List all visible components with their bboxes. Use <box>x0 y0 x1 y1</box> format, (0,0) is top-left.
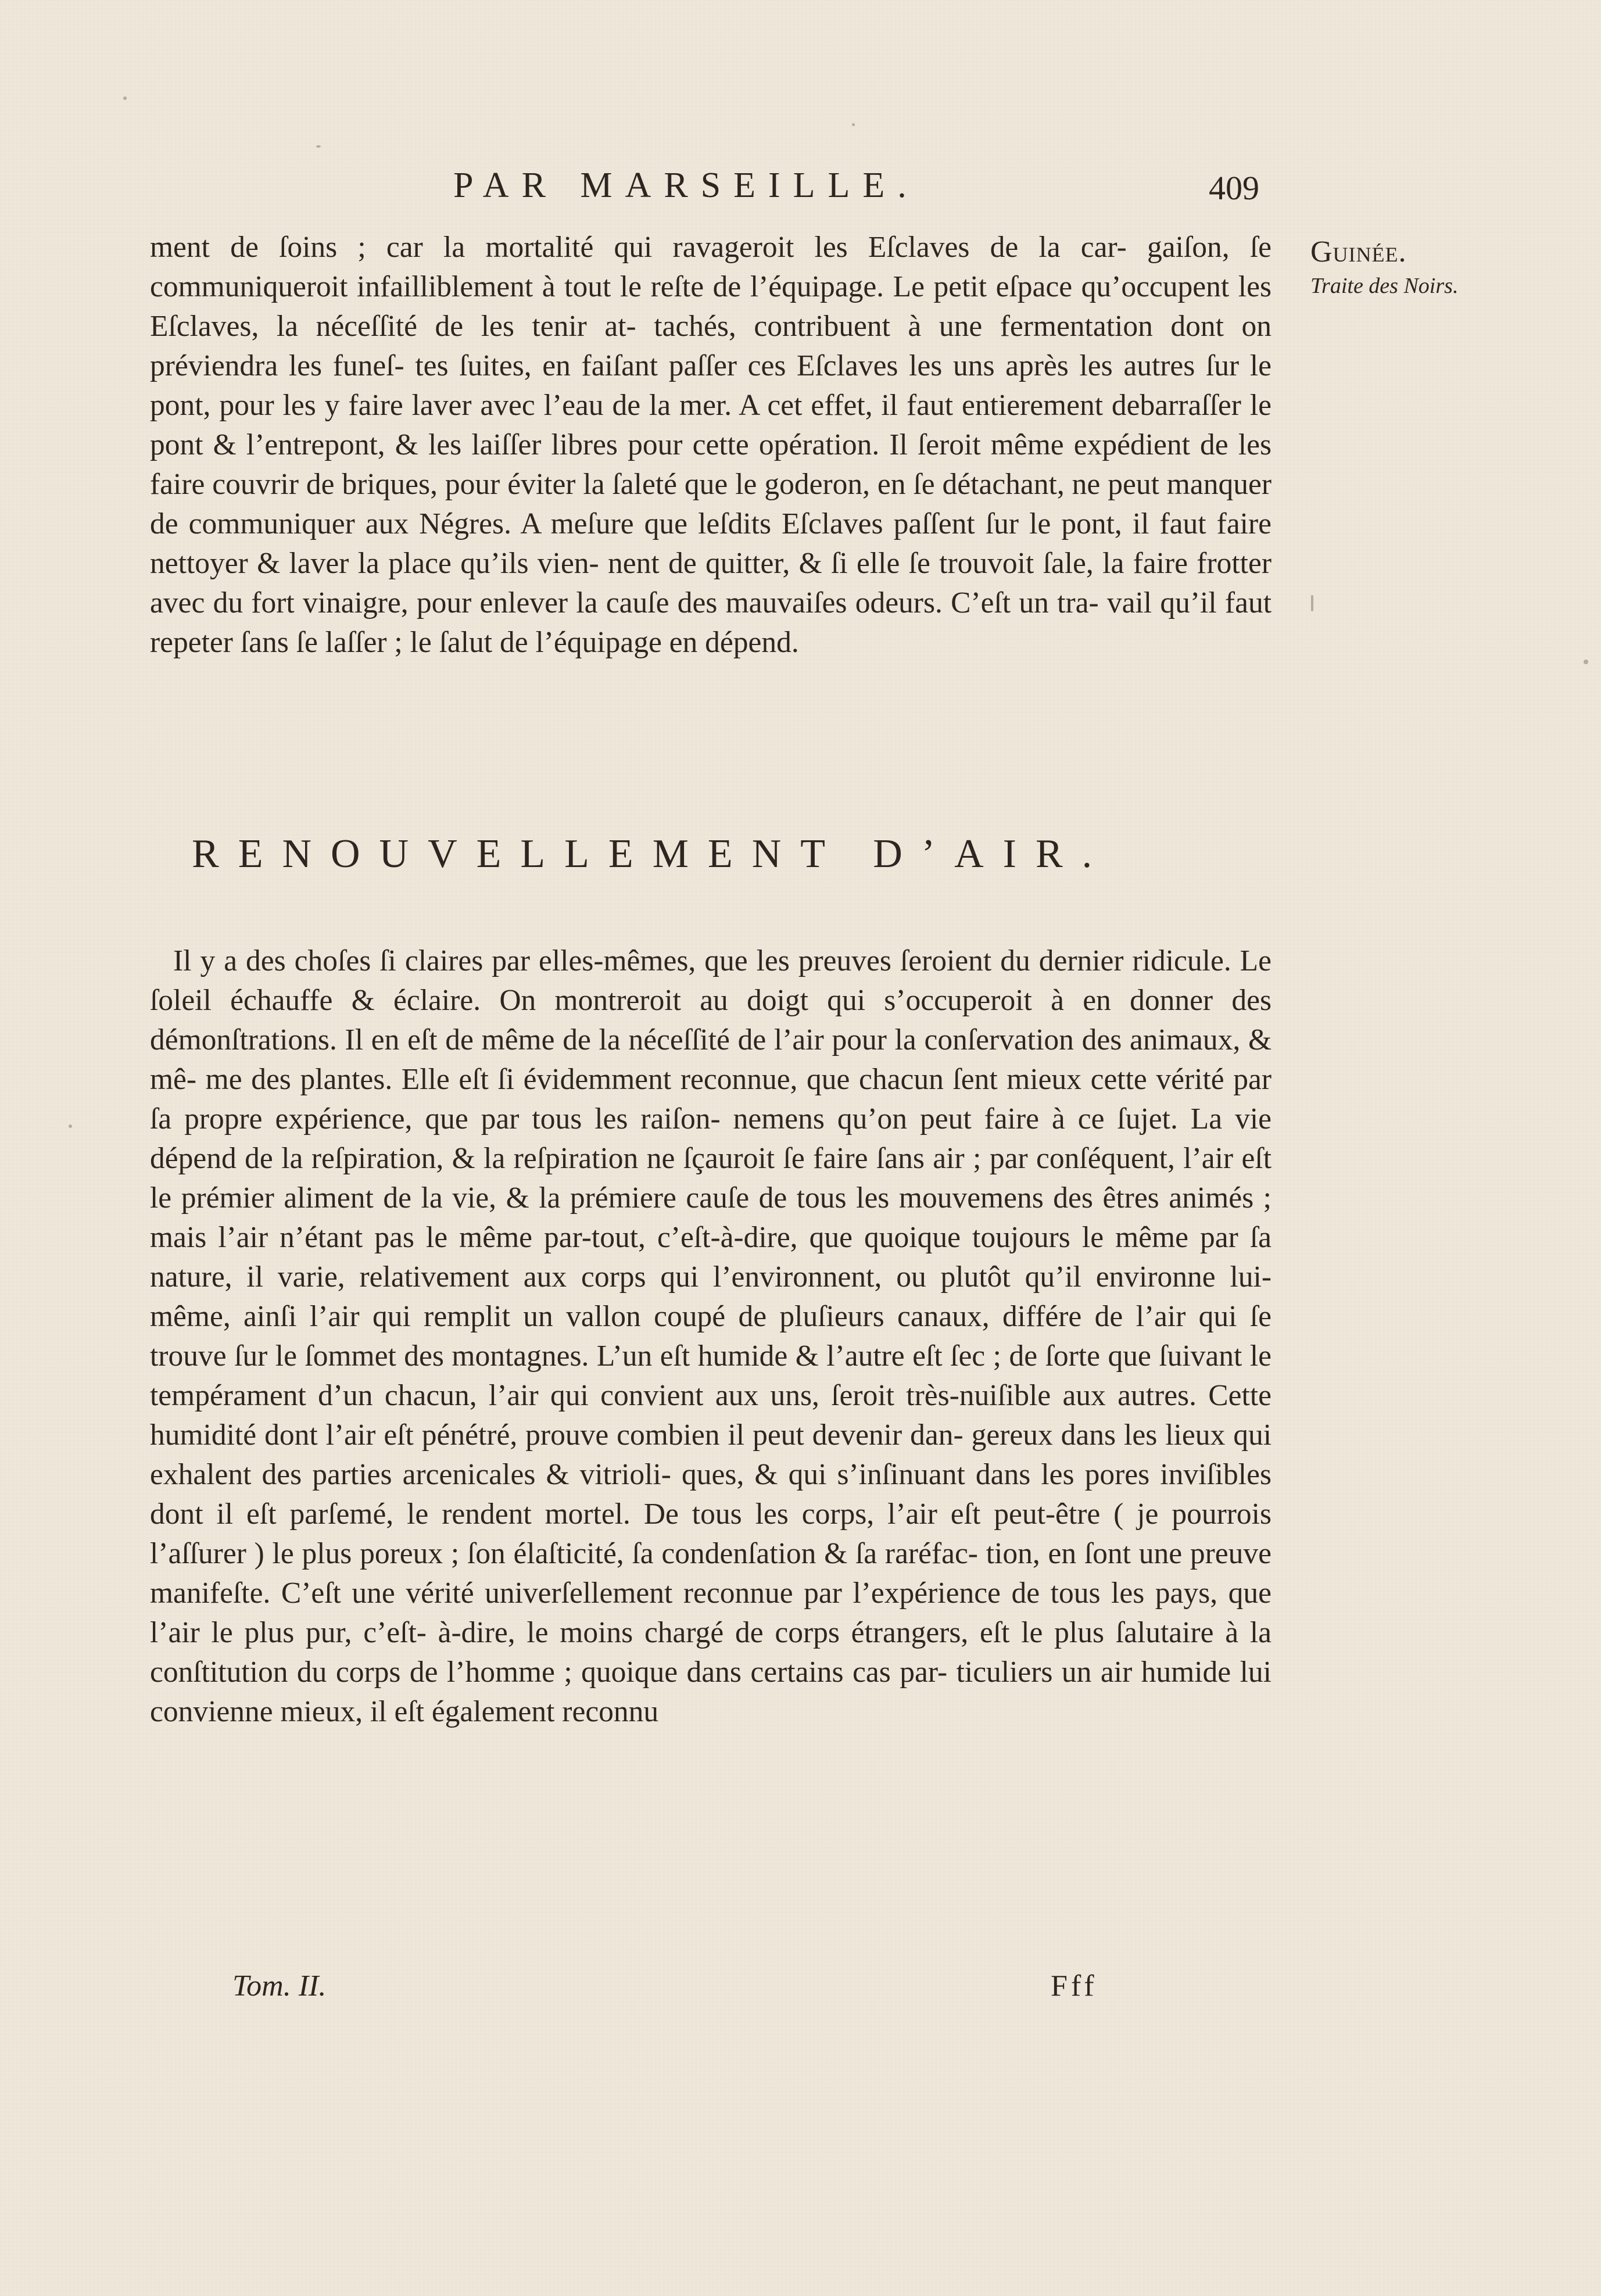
margin-note-topic: Traite des Noirs. <box>1310 274 1459 298</box>
paper-speck <box>69 1124 72 1128</box>
paragraph-slave-hygiene: ment de ſoins ; car la mortalité qui ravageroit les Eſclaves de la car- gaiſon, ſe communiqueroit infailliblement à tout le reſte de l’équipage. Le petit eſpace qu’occupent les Eſclaves, la néceſſité de les tenir at- tachés, contribuent à une fermentation dont on préviendra les funeſ- tes ſuites, en faiſant paſſer ces Eſclaves les uns après les autres ſur le pont, pour les y faire laver avec l’eau de la mer. A cet effet, il faut entierement debarraſſer le pont & l’entrepont, & les laiſſer libres pour cette opération. Il ſeroit même expédient de les faire couvrir de briques, pour éviter la ſaleté que le goderon, en ſe détachant, ne peut manquer de communiquer aux Négres. A meſure que leſdits Eſclaves paſſent ſur le pont, il faut faire nettoyer & laver la place qu’ils vien- nent de quitter, & ſi elle ſe trouvoit ſale, la faire frotter avec du fort vinaigre, pour enlever la cauſe des mauvaiſes odeurs. C’eſt un tra- vail qu’il faut repeter ſans ſe laſſer ; le ſalut de l’équipage en dépend. <box>150 231 1272 659</box>
page-number: 409 <box>1209 169 1259 207</box>
paper-speck <box>1584 660 1588 664</box>
printer-signature: Fff <box>1051 1969 1098 2003</box>
margin-note-region: Guinée. <box>1310 235 1407 268</box>
paper-speck <box>1311 595 1313 611</box>
paper-speck <box>123 96 127 100</box>
volume-label: Tom. II. <box>232 1969 327 2003</box>
paper-speck <box>852 123 855 126</box>
paragraph-air-renewal: Il y a des choſes ſi claires par elles-mêmes, que les preuves ſeroient du dernier ridicule. Le ſoleil échauffe & éclaire. On montreroit au doigt qui s’occuperoit à en donner des démonſtrations. Il en eſt de même de la néceſſité de l’air pour la conſervation des animaux, & mê- me des plantes. Elle eſt ſi évidemment reconnue, que chacun ſent mieux cette vérité par ſa propre expérience, que par tous les raiſon- nemens qu’on peut faire à ce ſujet. La vie dépend de la reſpiration, & la reſpiration ne ſçauroit ſe faire ſans air ; par conſéquent, l’air eſt le prémier aliment de la vie, & la prémiere cauſe de tous les mouvemens des êtres animés ; mais l’air n’étant pas le même par-tout, c’eſt-à-dire, que quoique toujours le même par ſa nature, il varie, relativement aux corps qui l’environnent, ou plutôt qu’il environne lui- même, ainſi l’air qui remplit un vallon coupé de pluſieurs canaux, différe de l’air qui ſe trouve ſur le ſommet des montagnes. L’un eſt humide & l’autre eſt ſec ; de ſorte que ſuivant le tempérament d’un chacun, l’air qui convient aux uns, ſeroit très-nuiſible aux autres. Cette humidité dont l’air eſt pénétré, prouve combien il peut devenir dan- gereux dans les lieux qui exhalent des parties arcenicales & vitrioli- ques, & qui s’inſinuant dans les pores inviſibles dont il eſt parſemé, le rendent mortel. De tous les corps, l’air eſt peut-être ( je pourrois l’aſſurer ) le plus poreux ; ſon élaſticité, ſa condenſation & ſa raréfac- tion, en ſont une preuve manifeſte. C’eſt une vérité univerſellement reconnue par l’expérience de tous les pays, que l’air le plus pur, c’eſt- à-dire, le moins chargé de corps étrangers, eſt le plus ſalutaire à la conſtitution du corps de l’homme ; quoique dans certains cas par- ticuliers un air humide lui convienne mieux, il eſt également reconnu <box>150 944 1272 1728</box>
section-heading: RENOUVELLEMENT D’AIR. <box>192 832 1112 876</box>
paper-speck <box>316 145 321 148</box>
running-head: PAR MARSEILLE. <box>453 166 919 205</box>
